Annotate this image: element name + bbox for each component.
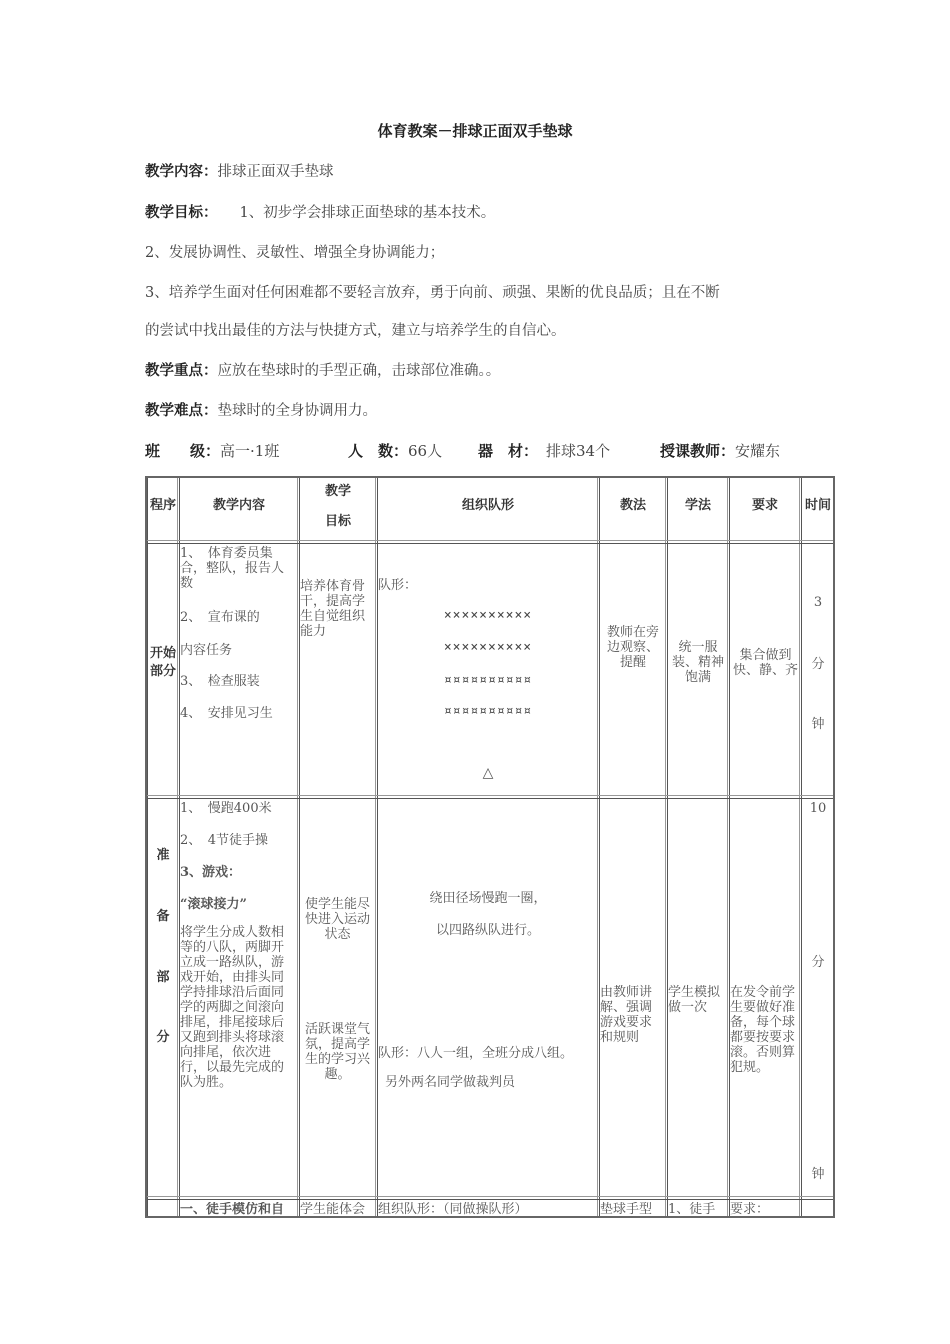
row2-goal-1: 使学生能尽快进入运动状态 [304, 897, 370, 942]
row1-formation-label: 队形： [378, 578, 418, 593]
grid-line [147, 798, 833, 799]
equipment-label: 器 材： [478, 442, 539, 460]
row2-formation-2: 以四路纵队进行。 [435, 923, 540, 938]
row2-time-2: 分 [811, 955, 825, 970]
goal-line [145, 201, 495, 222]
teacher-value: 安耀东 [735, 442, 781, 460]
goal-3b: 的尝试中找出最佳的方法与快捷方式，建立与培养学生的自信心。 [145, 323, 566, 339]
header-goal-2: 目标 [324, 514, 351, 529]
row2-learn: 学生模拟做一次 [668, 985, 721, 1015]
row1-method: 教师在旁边观察、提醒 [606, 625, 659, 670]
row1-content-2: 2、 宣布课的 [180, 610, 260, 625]
goal-label: 教学目标： [145, 204, 218, 221]
row2-time-1: 10 [809, 801, 827, 816]
goal-3a: 3、培养学生面对任何困难都不要轻言放弃，勇于向前、顽强、果断的优良品质；且在不断 [145, 285, 720, 301]
grid-line [665, 478, 666, 1216]
class-value: 高一·1班 [220, 442, 280, 460]
row2-require: 在发令前学生要做好准备，每个球都要按要求滚。否则算犯规。 [730, 985, 796, 1075]
header-learn: 学法 [684, 498, 711, 513]
row3-learn: 1、徒手 [668, 1202, 716, 1217]
header-content: 教学内容 [212, 498, 265, 513]
teacher-label: 授课教师： [660, 442, 736, 460]
difficulty-line [145, 399, 377, 420]
teacher-info [660, 440, 780, 461]
row2-order-1: 准 [156, 848, 170, 863]
row1-time-2: 分 [811, 657, 825, 672]
goal-2: 2、发展协调性、灵敏性、增强全身协调能力； [145, 245, 445, 261]
row3-goal: 学生能体会 [300, 1202, 366, 1217]
header-require: 要求 [751, 498, 778, 513]
header-goal-1: 教学 [324, 484, 351, 499]
row2-content-2: 2、 4节徒手操 [180, 833, 269, 848]
grid-line [147, 1199, 833, 1200]
difficulty-label: 教学难点： [145, 402, 218, 419]
row1-formation-teacher: △ [482, 765, 494, 781]
row2-content-4: “滚球接力” [180, 897, 247, 912]
row3-content: 一、徒手模仿和自 [180, 1202, 285, 1217]
key-value: 应放在垫球时的手型正确，击球部位准确。。 [217, 363, 501, 379]
count-info [348, 440, 442, 461]
row2-content-5: 将学生分成人数相等的八队，两脚开立成一路纵队，游戏开始，由排头同学持排球沿后面同学的两脚之间滚向排尾，排尾接球后又跑到排头将球滚向排尾，依次进行，以最先完成的队为胜。 [180, 925, 285, 1090]
grid-line [667, 478, 668, 1216]
grid-line [147, 543, 833, 544]
row3-formation: 组织队形：（同做操队形） [378, 1202, 528, 1217]
page-title: 体育教案－排球正面双手垫球 [377, 122, 573, 140]
content-line [145, 160, 334, 181]
grid-line [147, 540, 833, 541]
row2-order-4: 分 [156, 1030, 170, 1045]
row2-formation-4: 另外两名同学做裁判员 [385, 1075, 516, 1090]
row1-goal: 培养体育骨干，提高学生自觉组织能力 [300, 579, 366, 639]
row1-content-5: 4、 安排见习生 [180, 706, 273, 721]
row1-learn: 统一服装、精神饱满 [671, 640, 724, 685]
count-label: 人 数： [348, 442, 409, 460]
grid-line [599, 478, 600, 1216]
row1-time-3: 钟 [811, 717, 825, 732]
row1-require: 集合做到快、静、齐 [732, 648, 798, 678]
row1-formation-line1: ×××××××××× [443, 608, 533, 623]
row1-formation-line3: ¤¤¤¤¤¤¤¤¤¤ [443, 673, 533, 688]
header-time: 时间 [804, 498, 831, 513]
row1-order-2: 部分 [149, 664, 176, 679]
row2-order-3: 部 [156, 970, 170, 985]
grid-line [375, 478, 376, 1216]
row3-method: 垫球手型 [600, 1202, 653, 1217]
row2-formation-3: 队形：八人一组，全班分成八组。 [378, 1046, 574, 1061]
grid-line [799, 478, 800, 1216]
equipment-info [478, 440, 610, 461]
row1-content-4: 3、 检查服装 [180, 674, 260, 689]
difficulty-value: 垫球时的全身协调用力。 [217, 403, 377, 419]
equipment-value: 排球34个 [546, 442, 611, 460]
row1-formation-line2: ×××××××××× [443, 640, 533, 655]
header-formation: 组织队形 [461, 498, 514, 513]
row1-content-3: 内容任务 [180, 643, 233, 658]
row2-method: 由教师讲解、强调游戏要求和规则 [600, 985, 653, 1045]
row1-formation-line4: ¤¤¤¤¤¤¤¤¤¤ [443, 704, 533, 719]
content-value: 排球正面双手垫球 [217, 164, 334, 180]
grid-line [177, 478, 178, 1216]
key-line [145, 359, 500, 380]
grid-line [729, 478, 730, 1216]
grid-line [297, 478, 298, 1216]
row2-formation-1: 绕田径场慢跑一圈， [429, 891, 547, 906]
row1-order-1: 开始 [149, 646, 176, 661]
grid-line [147, 478, 148, 1216]
row1-content-1: 1、 体育委员集合，整队，报告人数 [180, 546, 285, 591]
key-label: 教学重点： [145, 362, 218, 379]
row2-content-3: 3、游戏： [180, 865, 242, 880]
header-order: 程序 [149, 498, 176, 513]
class-label: 班 级： [145, 442, 221, 460]
lesson-table [145, 476, 835, 1218]
class-info [145, 440, 279, 461]
grid-line [801, 478, 802, 1216]
row2-goal-2: 活跃课堂气氛，提高学生的学习兴趣。 [304, 1022, 370, 1082]
row2-content-1: 1、 慢跑400米 [180, 801, 272, 816]
row2-order-2: 备 [156, 909, 170, 924]
row3-require: 要求： [730, 1202, 770, 1217]
grid-line [597, 478, 598, 1216]
grid-line [147, 1196, 833, 1197]
goal-1: 1、初步学会排球正面垫球的基本技术。 [239, 205, 496, 221]
row1-time-1: 3 [813, 595, 823, 610]
count-value: 66人 [408, 442, 443, 460]
grid-line [147, 795, 833, 796]
row2-time-3: 钟 [811, 1167, 825, 1182]
content-label: 教学内容： [145, 163, 218, 180]
grid-line [727, 478, 728, 1216]
header-method: 教法 [619, 498, 646, 513]
